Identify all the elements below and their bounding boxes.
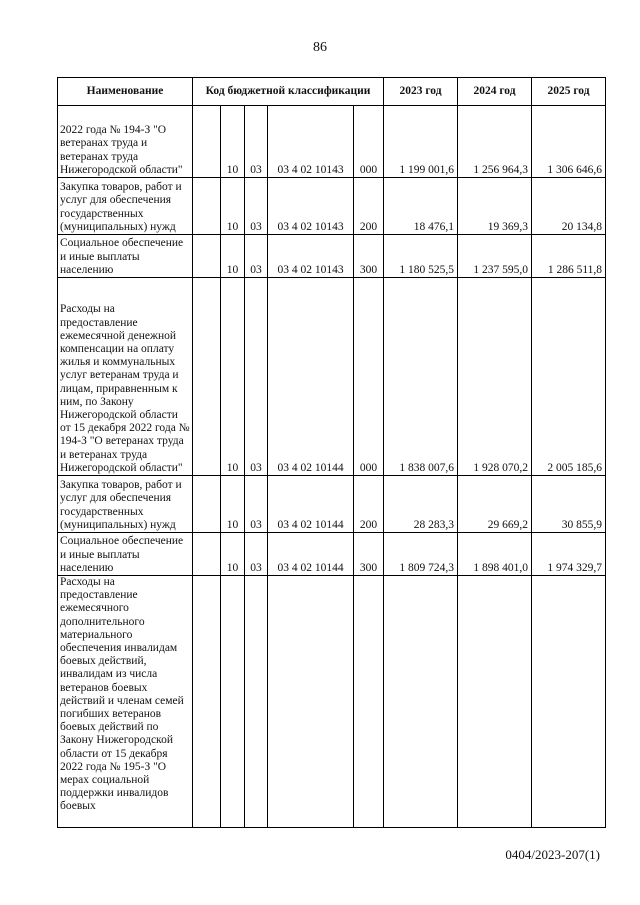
table-row [58, 533, 606, 576]
row-code-subsection [245, 576, 268, 828]
header-2025: 2025 год [532, 78, 606, 106]
table-row [58, 235, 606, 278]
row-code-section: 10 [221, 278, 245, 476]
table-row [58, 576, 606, 828]
row-code-1 [193, 576, 221, 828]
row-code-type: 200 [354, 476, 384, 533]
row-code-1 [193, 278, 221, 476]
row-code-subsection: 03 [245, 278, 268, 476]
row-value-2023: 1 838 007,6 [384, 278, 458, 476]
row-code-subsection: 03 [245, 178, 268, 235]
row-value-2025 [532, 576, 606, 828]
row-code-section: 10 [221, 533, 245, 576]
row-code-target: 03 4 02 10143 [268, 235, 354, 278]
table-row [58, 106, 606, 178]
row-code-subsection: 03 [245, 106, 268, 178]
row-code-target: 03 4 02 10144 [268, 476, 354, 533]
row-code-section: 10 [221, 476, 245, 533]
row-code-type [354, 576, 384, 828]
table-row [58, 278, 606, 476]
header-code: Код бюджетной классификации [193, 78, 384, 106]
row-code-target: 03 4 02 10144 [268, 278, 354, 476]
row-value-2023: 18 476,1 [384, 178, 458, 235]
row-value-2024: 1 928 070,2 [458, 278, 532, 476]
row-name: Социальное обеспечение и иные выплаты населению [58, 533, 193, 576]
row-value-2024: 1 237 595,0 [458, 235, 532, 278]
row-code-target: 03 4 02 10144 [268, 533, 354, 576]
row-code-target: 03 4 02 10143 [268, 106, 354, 178]
row-code-subsection: 03 [245, 533, 268, 576]
row-name: Социальное обеспечение и иные выплаты населению [58, 235, 193, 278]
row-value-2025: 20 134,8 [532, 178, 606, 235]
row-name: Расходы на предоставление ежемесячного дополнительного материального обеспечения инвалидам боевых действий, инвалидам из числа ветеранов боевых действий и членам семей погибших ветеранов боевых действий по Закону Нижегородской области от 15 декабря 2022 года № 195-З "О мерах социальной поддержки инвалидов боевых [58, 576, 193, 828]
row-code-section: 10 [221, 178, 245, 235]
table-body [58, 106, 606, 828]
row-code-section [221, 576, 245, 828]
row-name: Расходы на предоставление ежемесячной денежной компенсации на оплату жилья и коммунальных услуг ветеранам труда и лицам, приравненным к ним, по Закону Нижегородской области от 15 декабря 2022 года № 194-З "О ветеранах труда и ветеранах труда Нижегородской области" [58, 278, 193, 476]
row-code-type: 000 [354, 106, 384, 178]
row-code-target [268, 576, 354, 828]
row-code-subsection: 03 [245, 476, 268, 533]
table-row [58, 178, 606, 235]
table-row [58, 476, 606, 533]
row-code-type: 300 [354, 235, 384, 278]
table-header-row [58, 78, 606, 106]
row-value-2023: 1 199 001,6 [384, 106, 458, 178]
page-number: 86 [313, 40, 327, 55]
row-value-2025: 1 306 646,6 [532, 106, 606, 178]
row-value-2024: 1 898 401,0 [458, 533, 532, 576]
budget-table [57, 77, 606, 828]
header-name: Наименование [58, 78, 193, 106]
row-value-2024: 1 256 964,3 [458, 106, 532, 178]
row-code-type: 200 [354, 178, 384, 235]
row-value-2025: 1 286 511,8 [532, 235, 606, 278]
row-value-2023: 1 180 525,5 [384, 235, 458, 278]
row-code-1 [193, 476, 221, 533]
row-code-1 [193, 178, 221, 235]
row-code-1 [193, 533, 221, 576]
row-value-2024: 29 669,2 [458, 476, 532, 533]
row-code-target: 03 4 02 10143 [268, 178, 354, 235]
row-code-1 [193, 106, 221, 178]
row-value-2025: 2 005 185,6 [532, 278, 606, 476]
header-2023: 2023 год [384, 78, 458, 106]
row-value-2025: 1 974 329,7 [532, 533, 606, 576]
row-name: Закупка товаров, работ и услуг для обеспечения государственных (муниципальных) нужд [58, 178, 193, 235]
row-value-2023: 1 809 724,3 [384, 533, 458, 576]
row-name: 2022 года № 194-З "О ветеранах труда и ветеранах труда Нижегородской области" [58, 106, 193, 178]
row-value-2024: 19 369,3 [458, 178, 532, 235]
row-code-subsection: 03 [245, 235, 268, 278]
row-code-section: 10 [221, 106, 245, 178]
row-code-1 [193, 235, 221, 278]
row-code-type: 300 [354, 533, 384, 576]
row-value-2023: 28 283,3 [384, 476, 458, 533]
row-value-2024 [458, 576, 532, 828]
row-code-type: 000 [354, 278, 384, 476]
row-name: Закупка товаров, работ и услуг для обеспечения государственных (муниципальных) нужд [58, 476, 193, 533]
row-value-2023 [384, 576, 458, 828]
header-2024: 2024 год [458, 78, 532, 106]
document-code: 0404/2023-207(1) [505, 847, 600, 862]
row-value-2025: 30 855,9 [532, 476, 606, 533]
row-code-section: 10 [221, 235, 245, 278]
